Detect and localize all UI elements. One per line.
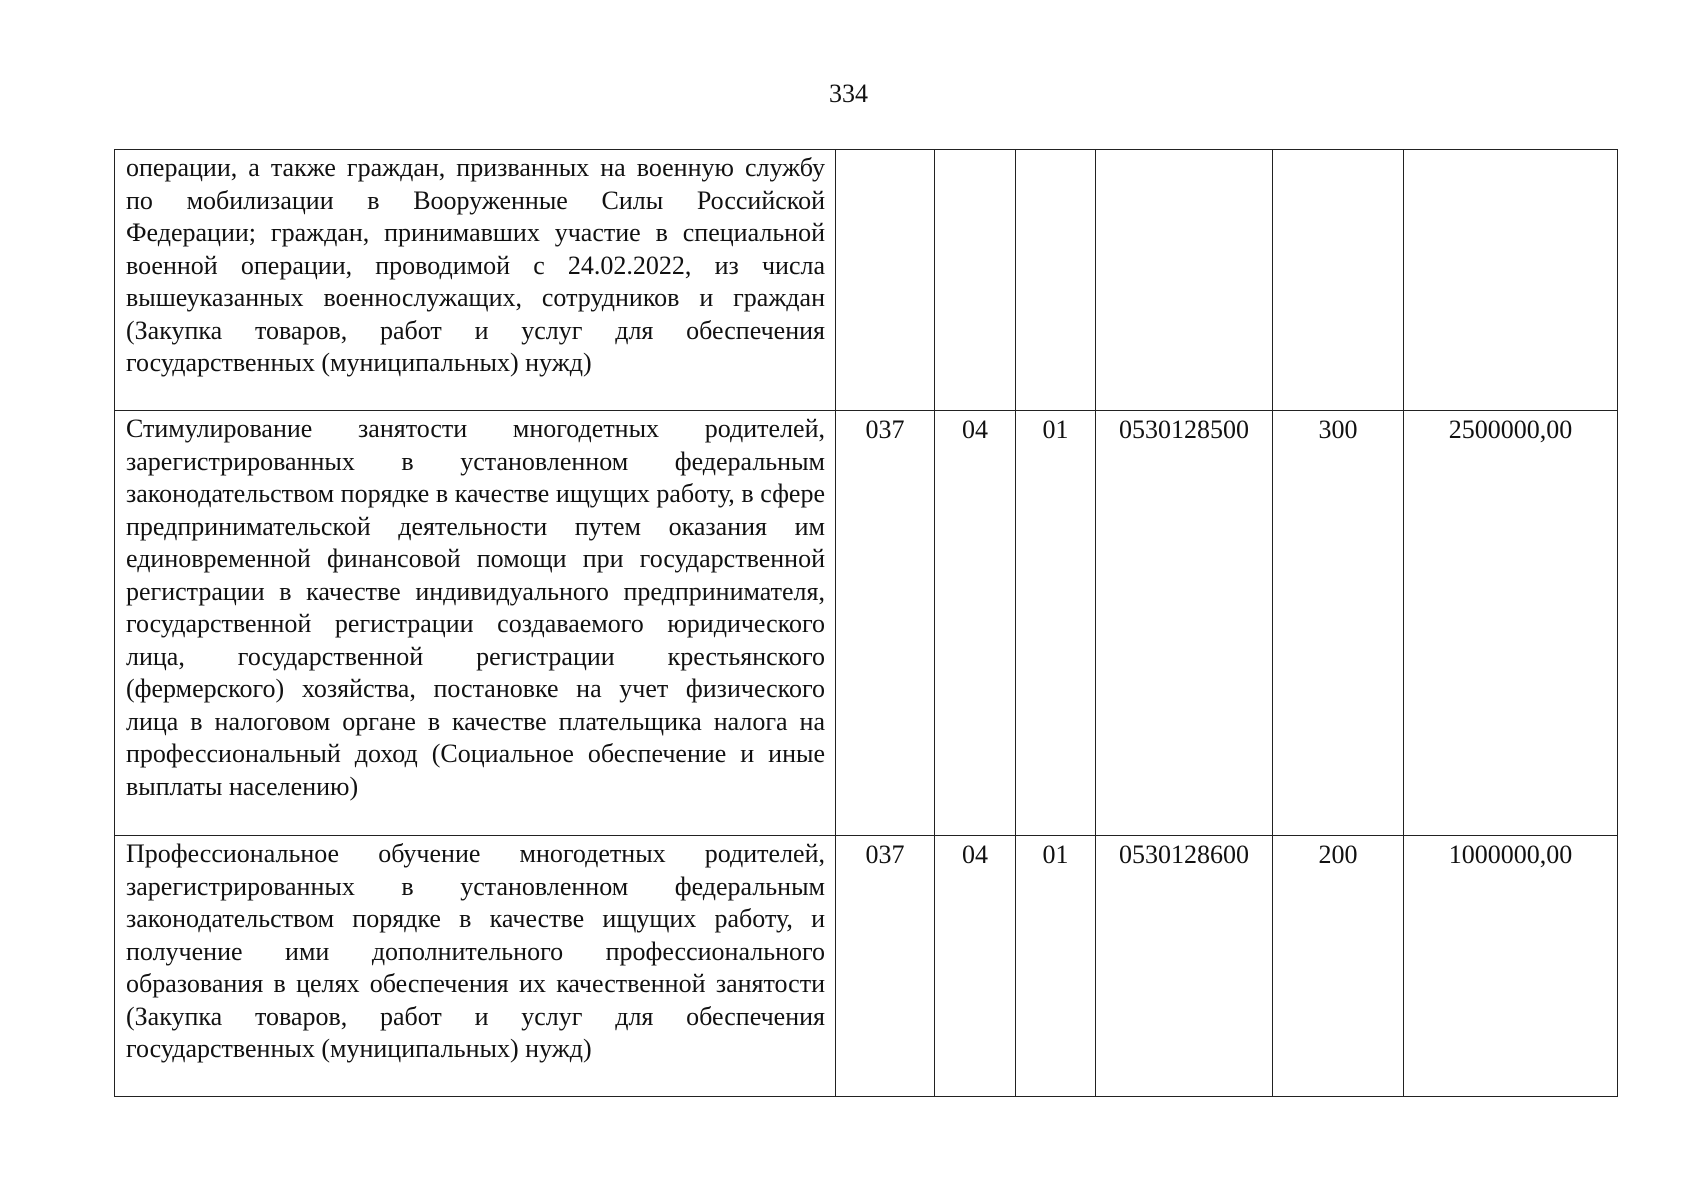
target-article-cell [1096, 150, 1273, 411]
section-code-cell: 04 [935, 411, 1016, 836]
table-row [115, 836, 1618, 1097]
subsection-code-cell [1016, 150, 1096, 411]
amount-cell [1404, 150, 1618, 411]
budget-table [114, 149, 1618, 1097]
row-description: операции, а также граждан, призванных на военную службу по мобилизации в Вооруженные Силы Российской Федерации; граждан, принимавших участие в специальной военной операции, проводимой с 24.02.2022, из числа вышеуказанных военнослужащих, сотрудников и граждан (Закупка товаров, работ и услуг для обеспечения государственных (муниципальных) нужд) [115, 150, 836, 411]
section-code-cell [935, 150, 1016, 411]
row-description: Стимулирование занятости многодетных родителей, зарегистрированных в установленном федеральным законодательством порядке в качестве ищущих работу, в сфере предпринимательской деятельности путем оказания им единовременной финансовой помощи при государственной регистрации в качестве индивидуального предпринимателя, государственной регистрации создаваемого юридического лица, государственной регистрации крестьянского (фермерского) хозяйства, постановке на учет физического лица в налоговом органе в качестве плательщика налога на профессиональный доход (Социальное обеспечение и иные выплаты населению) [115, 411, 836, 836]
section-code-cell: 04 [935, 836, 1016, 1097]
ministry-code-cell: 037 [836, 836, 935, 1097]
subsection-code-cell: 01 [1016, 836, 1096, 1097]
row-description: Профессиональное обучение многодетных родителей, зарегистрированных в установленном федеральным законодательством порядке в качестве ищущих работу, и получение ими дополнительного профессионального образования в целях обеспечения их качественной занятости (Закупка товаров, работ и услуг для обеспечения государственных (муниципальных) нужд) [115, 836, 836, 1097]
expense-type-cell [1273, 150, 1404, 411]
ministry-code-cell [836, 150, 935, 411]
table-row [115, 411, 1618, 836]
target-article-cell: 0530128600 [1096, 836, 1273, 1097]
amount-cell: 2500000,00 [1404, 411, 1618, 836]
table-row [115, 150, 1618, 411]
subsection-code-cell: 01 [1016, 411, 1096, 836]
page-number: 334 [829, 79, 868, 108]
expense-type-cell: 200 [1273, 836, 1404, 1097]
amount-cell: 1000000,00 [1404, 836, 1618, 1097]
target-article-cell: 0530128500 [1096, 411, 1273, 836]
expense-type-cell: 300 [1273, 411, 1404, 836]
ministry-code-cell: 037 [836, 411, 935, 836]
